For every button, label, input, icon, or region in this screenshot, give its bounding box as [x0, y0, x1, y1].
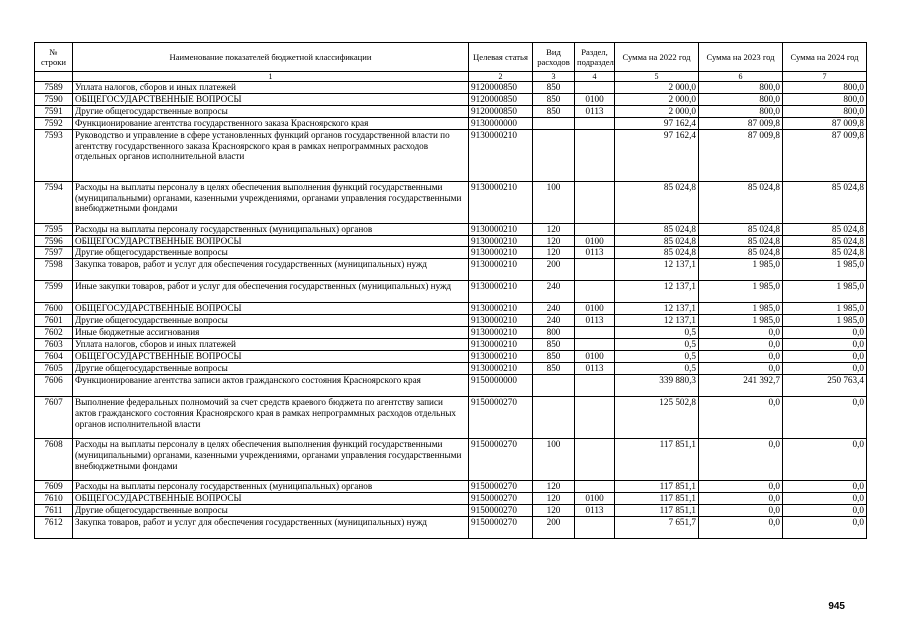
row-number: 7593 — [35, 129, 73, 181]
header-target: Целевая статья — [469, 43, 533, 72]
row-sum-2023: 85 024,8 — [699, 223, 783, 235]
row-target: 9150000270 — [469, 492, 533, 504]
row-number: 7592 — [35, 117, 73, 129]
header-sum-2023: Сумма на 2023 год — [699, 43, 783, 72]
row-section: 0113 — [575, 105, 615, 117]
row-target: 9130000210 — [469, 223, 533, 235]
row-sum-2024: 85 024,8 — [783, 223, 867, 235]
row-name: Другие общегосударственные вопросы — [73, 247, 469, 259]
header-row — [35, 43, 867, 72]
row-vid — [533, 374, 575, 396]
row-section: 0100 — [575, 492, 615, 504]
row-number: 7612 — [35, 516, 73, 538]
row-target: 9130000210 — [469, 259, 533, 281]
row-target: 9150000270 — [469, 516, 533, 538]
table-row — [35, 492, 867, 504]
row-sum-2024: 0,0 — [783, 516, 867, 538]
row-sum-2023: 241 392,7 — [699, 374, 783, 396]
page-number: 945 — [828, 601, 845, 612]
col-num-2: 1 — [73, 72, 469, 82]
row-sum-2024: 0,0 — [783, 492, 867, 504]
row-target: 9130000210 — [469, 247, 533, 259]
row-sum-2022: 117 851,1 — [615, 438, 699, 480]
row-section — [575, 281, 615, 303]
row-sum-2022: 117 851,1 — [615, 492, 699, 504]
row-number: 7602 — [35, 327, 73, 339]
row-name: Другие общегосударственные вопросы — [73, 315, 469, 327]
table-row — [35, 516, 867, 538]
row-sum-2022: 12 137,1 — [615, 281, 699, 303]
row-sum-2023: 0,0 — [699, 350, 783, 362]
row-vid — [533, 117, 575, 129]
row-target: 9130000210 — [469, 327, 533, 339]
row-section — [575, 117, 615, 129]
row-sum-2023: 1 985,0 — [699, 281, 783, 303]
row-name: ОБЩЕГОСУДАРСТВЕННЫЕ ВОПРОСЫ — [73, 235, 469, 247]
row-sum-2024: 800,0 — [783, 82, 867, 94]
row-section — [575, 181, 615, 223]
row-sum-2023: 85 024,8 — [699, 247, 783, 259]
row-target: 9150000000 — [469, 374, 533, 396]
row-sum-2023: 1 985,0 — [699, 303, 783, 315]
table-row — [35, 480, 867, 492]
row-number: 7607 — [35, 396, 73, 438]
row-sum-2023: 0,0 — [699, 339, 783, 351]
row-name: Расходы на выплаты персоналу государственных (муниципальных) органов — [73, 480, 469, 492]
header-vid: Вид расходов — [533, 43, 575, 72]
row-section — [575, 396, 615, 438]
row-sum-2023: 0,0 — [699, 480, 783, 492]
row-vid: 100 — [533, 438, 575, 480]
col-num-7: 6 — [699, 72, 783, 82]
row-sum-2023: 85 024,8 — [699, 235, 783, 247]
row-sum-2023: 800,0 — [699, 93, 783, 105]
row-vid: 120 — [533, 223, 575, 235]
row-sum-2022: 85 024,8 — [615, 181, 699, 223]
row-sum-2024: 0,0 — [783, 327, 867, 339]
row-target: 9130000000 — [469, 117, 533, 129]
row-sum-2023: 0,0 — [699, 492, 783, 504]
row-section — [575, 438, 615, 480]
row-name: Иные закупки товаров, работ и услуг для обеспечения государственных (муниципальных) нужд — [73, 281, 469, 303]
row-section — [575, 82, 615, 94]
row-name: ОБЩЕГОСУДАРСТВЕННЫЕ ВОПРОСЫ — [73, 303, 469, 315]
row-name: Другие общегосударственные вопросы — [73, 504, 469, 516]
table-row — [35, 235, 867, 247]
row-sum-2024: 0,0 — [783, 362, 867, 374]
row-sum-2022: 2 000,0 — [615, 105, 699, 117]
row-number: 7597 — [35, 247, 73, 259]
row-sum-2022: 97 162,4 — [615, 117, 699, 129]
row-sum-2024: 0,0 — [783, 350, 867, 362]
row-target: 9120000850 — [469, 105, 533, 117]
row-sum-2024: 1 985,0 — [783, 303, 867, 315]
row-section: 0113 — [575, 247, 615, 259]
row-sum-2022: 85 024,8 — [615, 235, 699, 247]
row-sum-2023: 0,0 — [699, 327, 783, 339]
row-name: Закупка товаров, работ и услуг для обеспечения государственных (муниципальных) нужд — [73, 259, 469, 281]
row-name: Уплата налогов, сборов и иных платежей — [73, 82, 469, 94]
row-sum-2022: 117 851,1 — [615, 480, 699, 492]
row-sum-2023: 85 024,8 — [699, 181, 783, 223]
row-number: 7609 — [35, 480, 73, 492]
row-sum-2023: 800,0 — [699, 105, 783, 117]
table-row — [35, 315, 867, 327]
row-sum-2022: 85 024,8 — [615, 247, 699, 259]
row-section — [575, 259, 615, 281]
col-num-5: 4 — [575, 72, 615, 82]
row-target: 9130000210 — [469, 129, 533, 181]
row-sum-2022: 12 137,1 — [615, 259, 699, 281]
row-section: 0113 — [575, 362, 615, 374]
row-vid: 850 — [533, 350, 575, 362]
row-sum-2024: 0,0 — [783, 480, 867, 492]
row-name: Другие общегосударственные вопросы — [73, 362, 469, 374]
row-number: 7599 — [35, 281, 73, 303]
row-vid — [533, 129, 575, 181]
row-name: Закупка товаров, работ и услуг для обеспечения государственных (муниципальных) нужд — [73, 516, 469, 538]
row-target: 9130000210 — [469, 339, 533, 351]
row-number: 7590 — [35, 93, 73, 105]
row-sum-2022: 0,5 — [615, 327, 699, 339]
row-target: 9130000210 — [469, 235, 533, 247]
row-number: 7601 — [35, 315, 73, 327]
row-sum-2024: 0,0 — [783, 504, 867, 516]
row-sum-2024: 0,0 — [783, 438, 867, 480]
row-vid: 850 — [533, 105, 575, 117]
row-name: Расходы на выплаты персоналу в целях обеспечения выполнения функций государственными (муниципальными) органами, казенными учреждениями, органами управления государственными внебюджетными фондами — [73, 438, 469, 480]
table-body — [35, 82, 867, 539]
row-number: 7603 — [35, 339, 73, 351]
table-row — [35, 327, 867, 339]
row-section: 0100 — [575, 350, 615, 362]
row-target: 9130000210 — [469, 362, 533, 374]
row-vid: 850 — [533, 339, 575, 351]
row-section: 0100 — [575, 93, 615, 105]
row-sum-2023: 0,0 — [699, 516, 783, 538]
col-num-6: 5 — [615, 72, 699, 82]
row-number: 7604 — [35, 350, 73, 362]
table-row — [35, 303, 867, 315]
col-num-8: 7 — [783, 72, 867, 82]
row-sum-2022: 2 000,0 — [615, 93, 699, 105]
table-row — [35, 350, 867, 362]
row-number: 7591 — [35, 105, 73, 117]
table-row — [35, 259, 867, 281]
header-row-no: № строки — [35, 43, 73, 72]
row-section — [575, 223, 615, 235]
row-target: 9130000210 — [469, 181, 533, 223]
row-number: 7594 — [35, 181, 73, 223]
budget-table — [34, 42, 867, 539]
row-sum-2024: 0,0 — [783, 339, 867, 351]
column-number-row — [35, 72, 867, 82]
row-sum-2023: 0,0 — [699, 362, 783, 374]
header-section: Раздел, подраздел — [575, 43, 615, 72]
row-section — [575, 339, 615, 351]
row-name: Расходы на выплаты персоналу государственных (муниципальных) органов — [73, 223, 469, 235]
row-vid: 800 — [533, 327, 575, 339]
row-name: Иные бюджетные ассигнования — [73, 327, 469, 339]
row-target: 9130000210 — [469, 303, 533, 315]
row-sum-2022: 97 162,4 — [615, 129, 699, 181]
row-sum-2024: 1 985,0 — [783, 315, 867, 327]
row-sum-2023: 87 009,8 — [699, 129, 783, 181]
col-num-4: 3 — [533, 72, 575, 82]
row-target: 9120000850 — [469, 93, 533, 105]
row-sum-2023: 1 985,0 — [699, 315, 783, 327]
row-sum-2024: 87 009,8 — [783, 117, 867, 129]
row-target: 9150000270 — [469, 504, 533, 516]
row-sum-2024: 0,0 — [783, 396, 867, 438]
row-vid: 120 — [533, 247, 575, 259]
row-sum-2024: 85 024,8 — [783, 181, 867, 223]
table-row — [35, 281, 867, 303]
row-name: Другие общегосударственные вопросы — [73, 105, 469, 117]
row-name: ОБЩЕГОСУДАРСТВЕННЫЕ ВОПРОСЫ — [73, 93, 469, 105]
row-section — [575, 327, 615, 339]
row-sum-2023: 87 009,8 — [699, 117, 783, 129]
row-sum-2023: 0,0 — [699, 438, 783, 480]
row-sum-2024: 1 985,0 — [783, 281, 867, 303]
row-vid: 850 — [533, 93, 575, 105]
row-section: 0100 — [575, 303, 615, 315]
row-target: 9150000270 — [469, 438, 533, 480]
row-sum-2022: 117 851,1 — [615, 504, 699, 516]
col-num-1 — [35, 72, 73, 82]
row-name: Выполнение федеральных полномочий за счет средств краевого бюджета по агентству записи актов гражданского состояния Красноярского края в рамках непрограммных расходов отдельных органов исполнительной власти — [73, 396, 469, 438]
row-name: Функционирование агентства записи актов гражданского состояния Красноярского края — [73, 374, 469, 396]
table-row — [35, 504, 867, 516]
row-vid: 240 — [533, 281, 575, 303]
row-sum-2022: 85 024,8 — [615, 223, 699, 235]
table-row — [35, 129, 867, 181]
table-row — [35, 396, 867, 438]
table-row — [35, 374, 867, 396]
row-number: 7598 — [35, 259, 73, 281]
row-sum-2022: 12 137,1 — [615, 303, 699, 315]
row-sum-2023: 800,0 — [699, 82, 783, 94]
row-vid: 100 — [533, 181, 575, 223]
row-sum-2022: 0,5 — [615, 362, 699, 374]
row-sum-2022: 12 137,1 — [615, 315, 699, 327]
row-name: Расходы на выплаты персоналу в целях обеспечения выполнения функций государственными (муниципальными) органами, казенными учреждениями, органами управления государственными внебюджетными фондами — [73, 181, 469, 223]
col-num-3: 2 — [469, 72, 533, 82]
table-row — [35, 105, 867, 117]
row-sum-2022: 0,5 — [615, 350, 699, 362]
row-name: Руководство и управление в сфере установленных функций органов государственной власти по агентству государственного заказа Красноярского края в рамках непрограммных расходов отдельных органов исполнительной власти — [73, 129, 469, 181]
row-vid: 120 — [533, 492, 575, 504]
row-sum-2022: 125 502,8 — [615, 396, 699, 438]
row-section — [575, 516, 615, 538]
row-target: 9130000210 — [469, 350, 533, 362]
header-sum-2022: Сумма на 2022 год — [615, 43, 699, 72]
row-target: 9130000210 — [469, 315, 533, 327]
row-sum-2024: 800,0 — [783, 93, 867, 105]
row-number: 7610 — [35, 492, 73, 504]
row-vid: 120 — [533, 504, 575, 516]
row-sum-2024: 87 009,8 — [783, 129, 867, 181]
row-sum-2024: 85 024,8 — [783, 235, 867, 247]
row-vid: 200 — [533, 516, 575, 538]
row-vid — [533, 396, 575, 438]
row-sum-2022: 2 000,0 — [615, 82, 699, 94]
table-row — [35, 223, 867, 235]
table-row — [35, 438, 867, 480]
table-row — [35, 181, 867, 223]
row-number: 7600 — [35, 303, 73, 315]
table-row — [35, 247, 867, 259]
row-name: Уплата налогов, сборов и иных платежей — [73, 339, 469, 351]
row-target: 9130000210 — [469, 281, 533, 303]
row-sum-2022: 0,5 — [615, 339, 699, 351]
row-vid: 240 — [533, 303, 575, 315]
row-number: 7596 — [35, 235, 73, 247]
row-number: 7595 — [35, 223, 73, 235]
row-vid: 240 — [533, 315, 575, 327]
row-section — [575, 374, 615, 396]
row-sum-2024: 85 024,8 — [783, 247, 867, 259]
row-sum-2024: 1 985,0 — [783, 259, 867, 281]
row-number: 7605 — [35, 362, 73, 374]
row-vid: 120 — [533, 480, 575, 492]
row-number: 7606 — [35, 374, 73, 396]
row-section: 0113 — [575, 504, 615, 516]
table-row — [35, 82, 867, 94]
row-sum-2023: 0,0 — [699, 504, 783, 516]
table-row — [35, 117, 867, 129]
header-sum-2024: Сумма на 2024 год — [783, 43, 867, 72]
row-number: 7589 — [35, 82, 73, 94]
row-section: 0100 — [575, 235, 615, 247]
row-number: 7611 — [35, 504, 73, 516]
row-target: 9150000270 — [469, 480, 533, 492]
row-sum-2023: 0,0 — [699, 396, 783, 438]
row-section: 0113 — [575, 315, 615, 327]
row-vid: 120 — [533, 235, 575, 247]
row-sum-2022: 339 880,3 — [615, 374, 699, 396]
row-target: 9150000270 — [469, 396, 533, 438]
row-vid: 850 — [533, 362, 575, 374]
row-sum-2024: 250 763,4 — [783, 374, 867, 396]
row-sum-2022: 7 651,7 — [615, 516, 699, 538]
row-sum-2023: 1 985,0 — [699, 259, 783, 281]
table-row — [35, 93, 867, 105]
row-section — [575, 480, 615, 492]
row-sum-2024: 800,0 — [783, 105, 867, 117]
table-row — [35, 339, 867, 351]
row-vid: 850 — [533, 82, 575, 94]
row-number: 7608 — [35, 438, 73, 480]
row-section — [575, 129, 615, 181]
row-name: Функционирование агентства государственного заказа Красноярского края — [73, 117, 469, 129]
row-target: 9120000850 — [469, 82, 533, 94]
header-name: Наименование показателей бюджетной классификации — [73, 43, 469, 72]
row-vid: 200 — [533, 259, 575, 281]
row-name: ОБЩЕГОСУДАРСТВЕННЫЕ ВОПРОСЫ — [73, 350, 469, 362]
row-name: ОБЩЕГОСУДАРСТВЕННЫЕ ВОПРОСЫ — [73, 492, 469, 504]
table-row — [35, 362, 867, 374]
